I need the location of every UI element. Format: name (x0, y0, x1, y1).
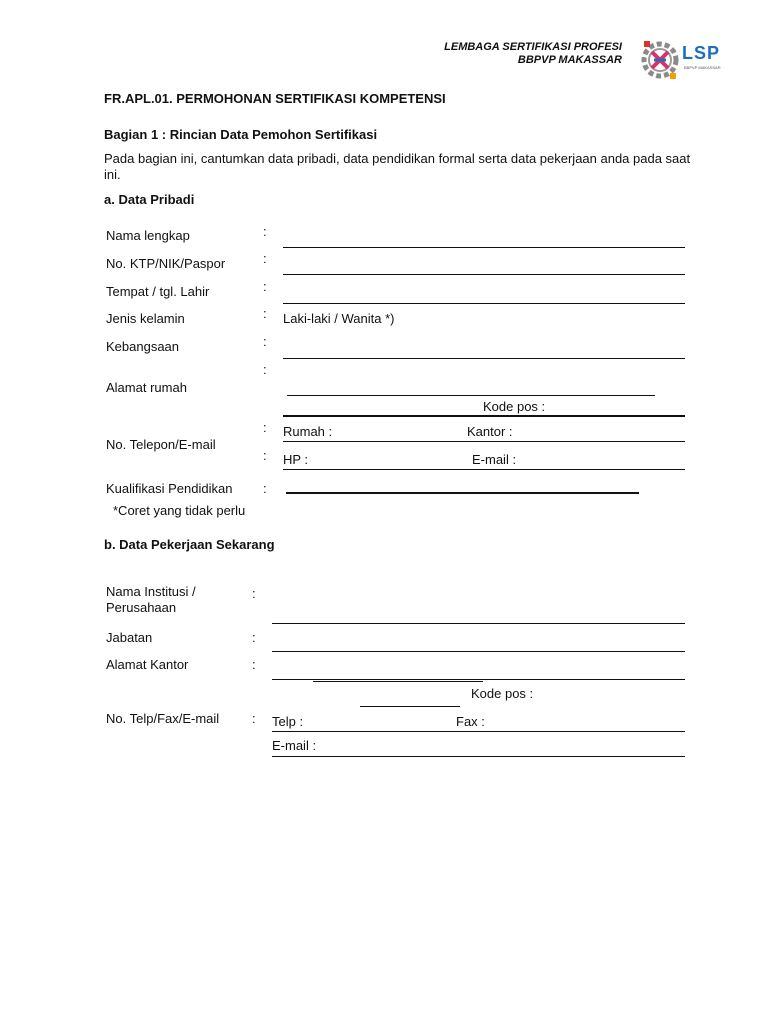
education-field[interactable] (286, 492, 639, 494)
logo-subtext: BBPVP MAKASSAR (684, 65, 721, 70)
colon: : (252, 711, 256, 726)
id-number-label: No. KTP/NIK/Paspor (106, 256, 226, 271)
mobile-label: HP : (283, 452, 309, 467)
colon: : (252, 630, 256, 645)
email-label: E-mail : (472, 452, 517, 467)
work-postal-code-label: Kode pos : (471, 686, 534, 701)
personal-data-heading: a. Data Pribadi (104, 192, 195, 207)
work-postal-code-field[interactable] (360, 706, 460, 707)
office-address-field[interactable] (272, 679, 685, 680)
home-address-label: Alamat rumah (106, 380, 187, 395)
email-field[interactable] (283, 469, 685, 470)
institution-label-line2: Perusahaan (106, 600, 177, 615)
home-address-field[interactable] (287, 395, 655, 396)
colon: : (263, 362, 267, 377)
office-phone-label: Kantor : (467, 424, 513, 439)
phone-field[interactable] (283, 441, 685, 442)
postal-code-label: Kode pos : (483, 399, 546, 414)
full-name-label: Nama lengkap (106, 228, 190, 243)
position-field[interactable] (272, 651, 685, 652)
institution-label-line1: Nama Institusi / (106, 584, 196, 599)
nationality-field[interactable] (283, 358, 685, 359)
postal-code-field[interactable] (283, 415, 685, 417)
work-email-label: E-mail : (272, 738, 317, 753)
colon: : (263, 481, 267, 496)
colon: : (263, 420, 267, 435)
work-contact-label: No. Telp/Fax/E-mail (106, 711, 220, 726)
fax-label: Fax : (456, 714, 485, 729)
org-name-line2: BBPVP MAKASSAR (517, 54, 622, 66)
full-name-field[interactable] (283, 247, 685, 248)
position-label: Jabatan (106, 630, 153, 645)
colon: : (252, 586, 256, 601)
gender-label: Jenis kelamin (106, 311, 185, 326)
colon: : (263, 224, 267, 239)
colon: : (252, 657, 256, 672)
institution-field[interactable] (272, 623, 685, 624)
section-1-title: Bagian 1 : Rincian Data Pemohon Sertifikasi (104, 127, 378, 142)
office-address-label: Alamat Kantor (106, 657, 189, 672)
phone-email-label: No. Telepon/E-mail (106, 437, 216, 452)
document-title: FR.APL.01. PERMOHONAN SERTIFIKASI KOMPETENSI (104, 91, 446, 106)
work-data-heading: b. Data Pekerjaan Sekarang (104, 537, 275, 552)
lsp-logo (640, 37, 726, 83)
birth-field[interactable] (283, 303, 685, 304)
section-1-intro-line2: ini. (104, 167, 121, 182)
colon: : (263, 279, 267, 294)
nationality-label: Kebangsaan (106, 339, 180, 354)
colon: : (263, 306, 267, 321)
colon: : (263, 334, 267, 349)
gender-value[interactable]: Laki-laki / Wanita *) (283, 311, 395, 326)
home-phone-label: Rumah : (283, 424, 333, 439)
strike-note: *Coret yang tidak perlu (113, 503, 246, 518)
id-number-field[interactable] (283, 274, 685, 275)
work-email-field[interactable] (272, 756, 685, 757)
office-address-field-underline (313, 681, 483, 682)
colon: : (263, 448, 267, 463)
telp-fax-field[interactable] (272, 731, 685, 732)
telp-label: Telp : (272, 714, 304, 729)
logo-text: LSP (682, 43, 721, 63)
section-1-intro-line1: Pada bagian ini, cantumkan data pribadi, data pendidikan formal serta data pekerjaan anda pada saat (104, 151, 691, 166)
colon: : (263, 251, 267, 266)
education-label: Kualifikasi Pendidikan (106, 481, 233, 496)
org-name-line1: LEMBAGA SERTIFIKASI PROFESI (444, 41, 622, 53)
birth-label: Tempat / tgl. Lahir (106, 284, 210, 299)
